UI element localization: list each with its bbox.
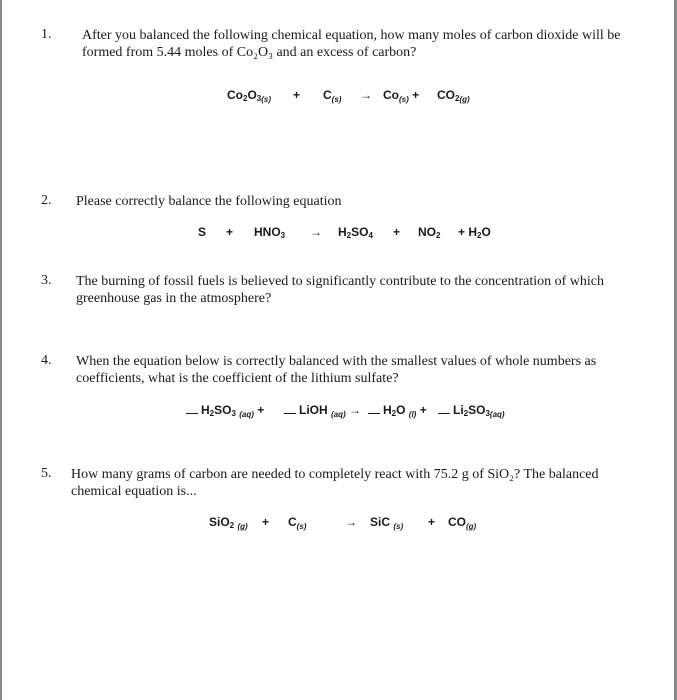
question-5-number: 5. — [41, 466, 52, 481]
eq2-water: + $H_2O$ — [458, 225, 491, 240]
eq1-plus: + — [293, 88, 301, 102]
eq2-sulfur: S — [198, 225, 207, 239]
question-2-text: Please correctly balance the following equation — [76, 194, 342, 209]
question-3-text: The burning of fossil fuels is believed to significantly contribute to the concentration of which greenhouse gas in the atmosphere? — [76, 274, 604, 306]
eq4-blank-1[interactable] — [186, 413, 198, 414]
question-2-number: 2. — [41, 193, 52, 208]
eq5-arrow: → — [345, 515, 357, 529]
eq5-plus-2: + — [428, 515, 436, 529]
question-4-text: When the equation below is correctly balanced with the smallest values of whole numbers as coefficients, what is the coefficient of the lithium sulfate? — [76, 354, 597, 386]
eq4-sulfurous-acid: $H_2SO_3$ $_{(aq)}$ + — [186, 403, 264, 419]
question-1-number: 1. — [41, 27, 52, 42]
eq2-arrow: → — [310, 225, 322, 239]
question-4-number: 4. — [41, 353, 52, 368]
eq4-blank-3[interactable] — [368, 413, 380, 414]
eq5-carbon: $C_{(s)}$ — [288, 515, 307, 531]
eq1-product-cobalt: $Co_{(s)}$ + — [383, 88, 420, 104]
eq1-arrow: → — [360, 88, 372, 102]
eq2-sulfuric-acid: $H_2SO_4$ — [338, 225, 373, 240]
question-5-text: How many grams of carbon are needed to completely react with 75.2 g of SiO₂? The balanced chemical equation is... — [71, 467, 599, 499]
eq2-plus-2: + — [393, 225, 401, 239]
eq5-carbon-monoxide: $CO_{(g)}$ — [448, 515, 477, 531]
question-3-number: 3. — [41, 273, 52, 288]
eq5-silicon-dioxide: SiO$_2$ $_{(g)}$ — [209, 515, 248, 531]
eq4-blank-2[interactable] — [284, 413, 296, 414]
eq1-product-co2: $CO_{2(g)}$ — [437, 88, 470, 104]
eq2-nitric-acid: $HNO_3$ — [254, 225, 286, 240]
eq4-blank-4[interactable] — [438, 413, 450, 414]
eq4-lithium-sulfite: $Li_2SO_{3(aq)}$ — [438, 403, 505, 419]
eq1-reactant-carbon: $C_{(s)}$ — [323, 88, 342, 104]
eq4-lithium-hydroxide: LiOH $_{(aq)}$ → — [284, 403, 361, 419]
eq2-plus-1: + — [226, 225, 234, 239]
eq5-silicon-carbide: SiC $_{(s)}$ — [370, 515, 404, 531]
eq1-reactant-cobalt-oxide: $Co_2O_{3(s)}$ — [227, 88, 272, 104]
eq5-plus-1: + — [262, 515, 270, 529]
question-1-text: After you balanced the following chemical equation, how many moles of carbon dioxide will be formed from 5.44 moles of Co₂O₃ and an excess of carbon? — [82, 28, 621, 60]
eq2-nitrogen-dioxide: $NO_2$ — [418, 225, 441, 240]
page-left-border — [0, 0, 2, 700]
eq4-water: $H_2O$ $_{(l)}$ + — [368, 403, 427, 419]
